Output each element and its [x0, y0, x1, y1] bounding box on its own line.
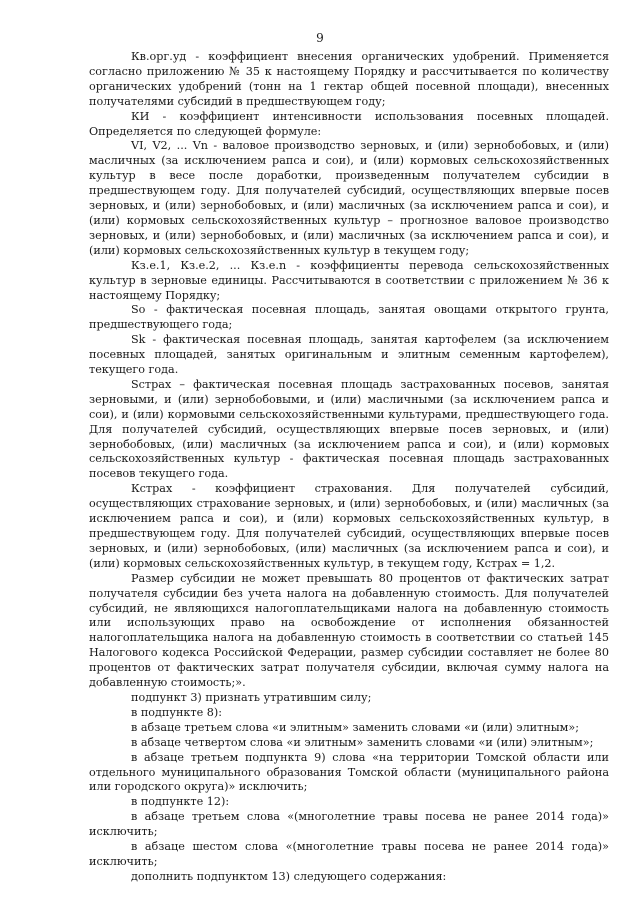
paragraph: в абзаце третьем подпункта 9) слова «на территории Томской области или отдельного муниципального образования Томской области (муниципального района или городского округа)» исключить;: [89, 750, 609, 794]
paragraph: Размер субсидии не может превышать 80 процентов от фактических затрат получателя субсидии без учета налога на добавленную стоимость. Для получателей субсидий, не являющихся налогоплательщиками налога на добавленную стоимость или использующих право на освобождение от исполнения обязанностей налогоплательщика налога на добавленную стоимость в соответствии со статьей 145 Налогового кодекса Российской Федерации, размер субсидии составляет не более 80 процентов от фактических затрат получателя субсидии, включая сумму налога на добавленную стоимость;».: [89, 571, 609, 690]
paragraph: в абзаце шестом слова «(многолетние травы посева не ранее 2014 года)» исключить;: [89, 840, 609, 868]
paragraph: в абзаце третьем слова «(многолетние травы посева не ранее 2014 года)» исключить;: [89, 810, 609, 839]
paragraph: Кстрах - коэффициент страхования. Для получателей субсидий, осуществляющих страхование зерновых, и (или) зернобобовых, и (или) масличных (за исключением рапса и сои), и (или) кормовых сельскохозяйственных культур, в предшествующем году. Для получателей субсидий, осуществляющих впервые посев зерновых, и (или) зернобобовых, (или) масличных (за исключением рапса и сои), и (или) кормовых сельскохозяйственных культур, в текущем году, Кстрах = 1,2.: [89, 482, 609, 570]
paragraph: в абзаце третьем слова «и элитным» заменить словами «и (или) элитным»;: [131, 720, 579, 734]
paragraph: в абзаце четвертом слова «и элитным» заменить словами «и (или) элитным»;: [131, 735, 594, 749]
paragraph: So - фактическая посевная площадь, занятая овощами открытого грунта, предшествующего года;: [89, 303, 609, 332]
paragraph: в подпункте 12):: [131, 795, 230, 809]
paragraph: VI, V2, ... Vn - валовое производство зерновых, и (или) зернобобовых, и (или) масличных (за исключением рапса и сои), и (или) кормовых сельскохозяйственных культур в весе после доработки, произведенным получателем субсидии в предшествующем году. Для получателей субсидий, осуществляющих впервые посев зерновых, и (или) зернобобовых, и (или) масличных (за исключением рапса и сои), и (или) кормовых сельскохозяйственных культур – прогнозное валовое производство зерновых, и (или) зернобобовых, и (или) масличных (за исключением рапса и сои), и (или) кормовых сельскохозяйственных культур в текущем году;: [89, 139, 609, 257]
paragraph: Sk - фактическая посевная площадь, занятая картофелем (за исключением посевных площадей, занятых оригинальным и элитным семенным картофелем), текущего года.: [89, 333, 609, 377]
paragraph: в подпункте 8):: [131, 705, 223, 719]
paragraph: КИ - коэффициент интенсивности использования посевных площадей. Определяется по следующей формуле:: [89, 109, 609, 138]
page-number: 9: [316, 31, 324, 45]
paragraph: Sстрах – фактическая посевная площадь застрахованных посевов, занятая зерновыми, и (или) зернобобовыми, и (или) масличными (за исключением рапса и сои), и (или) кормовыми сельскохозяйственными культурами, предшествующего года. Для получателей субсидий, осуществляющих впервые посев зерновых, и (или) зернобобовых, (или) масличных (за исключением рапса и сои), и (или) кормовых сельскохозяйственных культур - фактическая посевная площадь застрахованных посевов текущего года.: [89, 377, 609, 481]
paragraph: дополнить подпунктом 13) следующего содержания:: [131, 869, 447, 883]
paragraph: Кз.е.1, Кз.е.2, ... Кз.е.n - коэффициенты перевода сельскохозяйственных культур в зерновые единицы. Рассчитываются в соответствии с приложением № 36 к настоящему Порядку;: [89, 258, 609, 302]
paragraph: Кв.орг.уд - коэффициент внесения органических удобрений. Применяется согласно приложению № 35 к настоящему Порядку и рассчитывается по количеству органических удобрений (тонн на 1 гектар общей посевной площади), внесенных получателями субсидий в предшествующем году;: [89, 50, 609, 108]
document-body: [89, 50, 609, 885]
paragraph: подпункт 3) признать утратившим силу;: [131, 690, 372, 704]
